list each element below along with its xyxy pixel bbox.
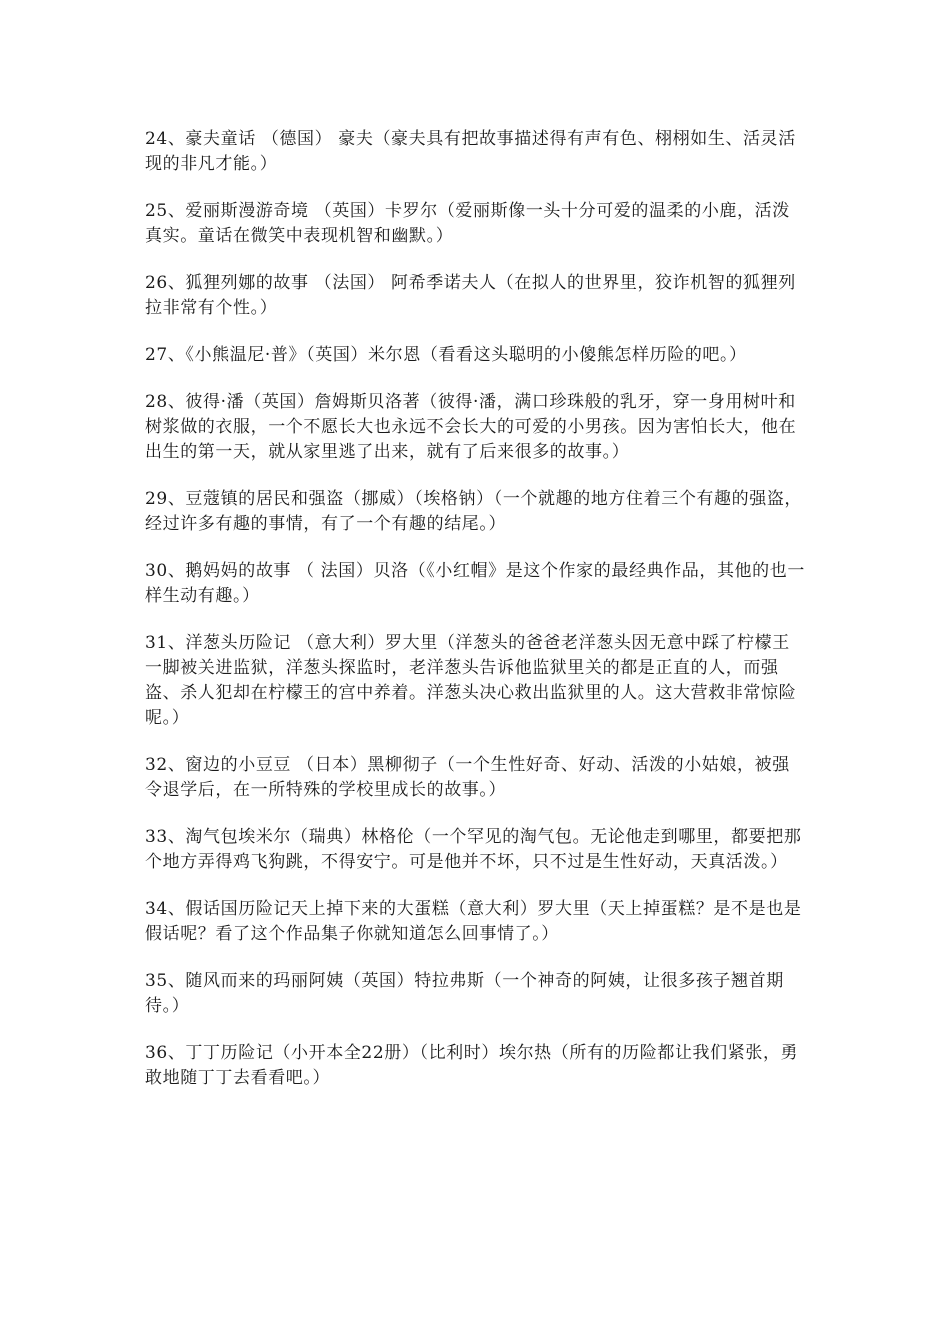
book-entry-35: 35、随风而来的玛丽阿姨（英国）特拉弗斯（一个神奇的阿姨，让很多孩子翘首期待。） xyxy=(145,971,784,1016)
book-entry-30: 30、鹅妈妈的故事 （ 法国）贝洛（《小红帽》是这个作家的最经典作品，其他的也一样生动有趣。） xyxy=(145,561,805,606)
book-entry-29: 29、豆蔻镇的居民和强盗（挪威）（埃格钠）（一个就趣的地方住着三个有趣的强盗，经过许多有趣的事情，有了一个有趣的结尾。） xyxy=(145,489,803,534)
book-entry-32: 32、窗边的小豆豆 （日本）黑柳彻子（一个生性好奇、好动、活泼的小姑娘，被强令退学后，在一所特殊的学校里成长的故事。） xyxy=(145,755,790,800)
book-entry-26: 26、狐狸列娜的故事 （法国） 阿希季诺夫人（在拟人的世界里，狡诈机智的狐狸列拉非常有个性。） xyxy=(145,273,796,318)
book-entry-28: 28、彼得·潘（英国）詹姆斯贝洛著（彼得·潘，满口珍珠般的乳牙，穿一身用树叶和树浆做的衣服，一个不愿长大也永远不会长大的可爱的小男孩。因为害怕长大，他在出生的第一天，就从家里逃了出来，就有了后来很多的故事。） xyxy=(145,392,797,462)
book-entry-36: 36、丁丁历险记（小开本全22册）（比利时）埃尔热（所有的历险都让我们紧张，勇敢地随丁丁去看看吧。） xyxy=(145,1043,799,1088)
book-entry-31: 31、洋葱头历险记 （意大利）罗大里（洋葱头的爸爸老洋葱头因无意中踩了柠檬王一脚被关进监狱，洋葱头探监时，老洋葱头告诉他监狱里关的都是正直的人，而强盗、杀人犯却在柠檬王的宫中养着。洋葱头决心救出监狱里的人。这大营救非常惊险呢。） xyxy=(145,633,797,728)
book-entry-34: 34、假话国历险记天上掉下来的大蛋糕（意大利）罗大里（天上掉蛋糕？是不是也是假话呢？看了这个作品集子你就知道怎么回事情了。） xyxy=(145,899,802,944)
book-entry-24: 24、豪夫童话 （德国） 豪夫（豪夫具有把故事描述得有声有色、栩栩如生、活灵活现的非凡才能。） xyxy=(145,129,796,174)
book-list xyxy=(145,127,805,1113)
book-entry-27: 27、《小熊温尼·普》（英国）米尔恩（看看这头聪明的小傻熊怎样历险的吧。） xyxy=(145,345,747,365)
book-entry-33: 33、淘气包埃米尔（瑞典）林格伦（一个罕见的淘气包。无论他走到哪里，都要把那个地方弄得鸡飞狗跳，不得安宁。可是他并不坏，只不过是生性好动，天真活泼。） xyxy=(145,827,802,872)
book-entry-25: 25、爱丽斯漫游奇境 （英国）卡罗尔（爱丽斯像一头十分可爱的温柔的小鹿，活泼真实。童话在微笑中表现机智和幽默。） xyxy=(145,201,790,246)
